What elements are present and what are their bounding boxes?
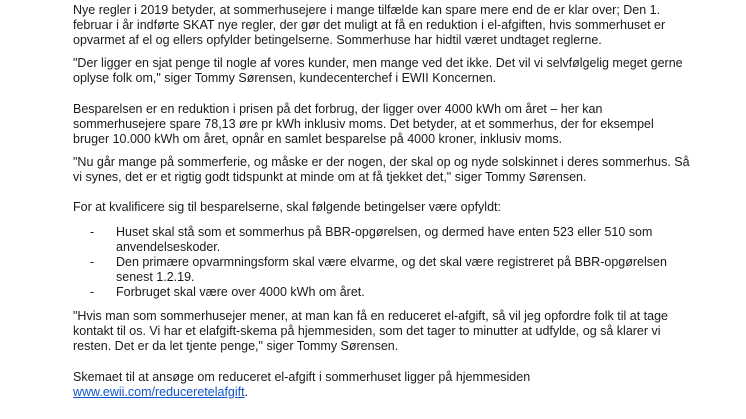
conditions-list (73, 225, 693, 300)
bullet-dash: - (90, 225, 95, 239)
condition-text: Huset skal stå som et sommerhus på BBR-opgørelsen, og dermed have enten 523 eller 510 som anvendelseskoder. (116, 225, 653, 254)
bullet-dash: - (90, 255, 95, 269)
savings-paragraph: Besparelsen er en reduktion i prisen på det forbrug, der ligger over 4000 kWh om året – her kan sommerhusejere spare 78,13 øre pr kWh inklusiv moms. Det betyder, at et sommerhus, der for eksempel bruger 10.000 kWh om året, opnår en samlet besparelse på 4000 kroner, inklusiv moms. (73, 102, 654, 146)
list-item (73, 255, 693, 285)
closing-quote-paragraph: "Hvis man som sommerhusejer mener, at man kan få en reduceret el-afgift, så vil jeg opfordre folk til at tage kontakt til os. Vi har et elafgift-skema på hjemmesiden, som det tager to minutter at udfylde, og så klarer vi resten. Det er da let tjente penge," siger Tommy Sørensen. (73, 309, 668, 353)
intro-paragraph: Nye regler i 2019 betyder, at sommerhusejere i mange tilfælde kan spare mere end de er klar over; Den 1. februar i år indførte SKAT nye regler, der gør det muligt at få en reduktion i el-afgiften, hvis sommerhuset er opvarmet af el og ellers opfylder betingelserne. Sommerhuse har hidtil været undtaget reglerne. (73, 3, 666, 47)
condition-text: Den primære opvarmningsform skal være elvarme, og det skal være registreret på BBR-opgørelsen senest 1.2.19. (116, 255, 667, 284)
bullet-dash: - (90, 285, 95, 299)
list-item (73, 285, 693, 300)
form-note-text: Skemaet til at ansøge om reduceret el-afgift i sommerhuset ligger på hjemmesiden (73, 370, 531, 384)
list-item (73, 225, 693, 255)
conditions-intro: For at kvalificere sig til besparelserne, skal følgende betingelser være opfyldt: (73, 200, 501, 214)
form-note-paragraph (73, 370, 693, 400)
quote-paragraph-1: "Der ligger en sjat penge til nogle af vores kunder, men mange ved det ikke. Det vil vi selvfølgelig meget gerne oplyse folk om," siger Tommy Sørensen, kundecenterchef i EWII Koncernen. (73, 56, 683, 85)
condition-text: Forbruget skal være over 4000 kWh om året. (116, 285, 365, 299)
form-link[interactable]: www.ewii.com/reduceretelafgift (73, 385, 245, 399)
quote-paragraph-2: "Nu går mange på sommerferie, og måske er der nogen, der skal op og nyde solskinnet i deres sommerhus. Så vi synes, det er et rigtig godt tidspunkt at minde om at få tjekket det," siger Tommy Sørensen. (73, 155, 690, 184)
form-note-period: . (244, 385, 249, 399)
